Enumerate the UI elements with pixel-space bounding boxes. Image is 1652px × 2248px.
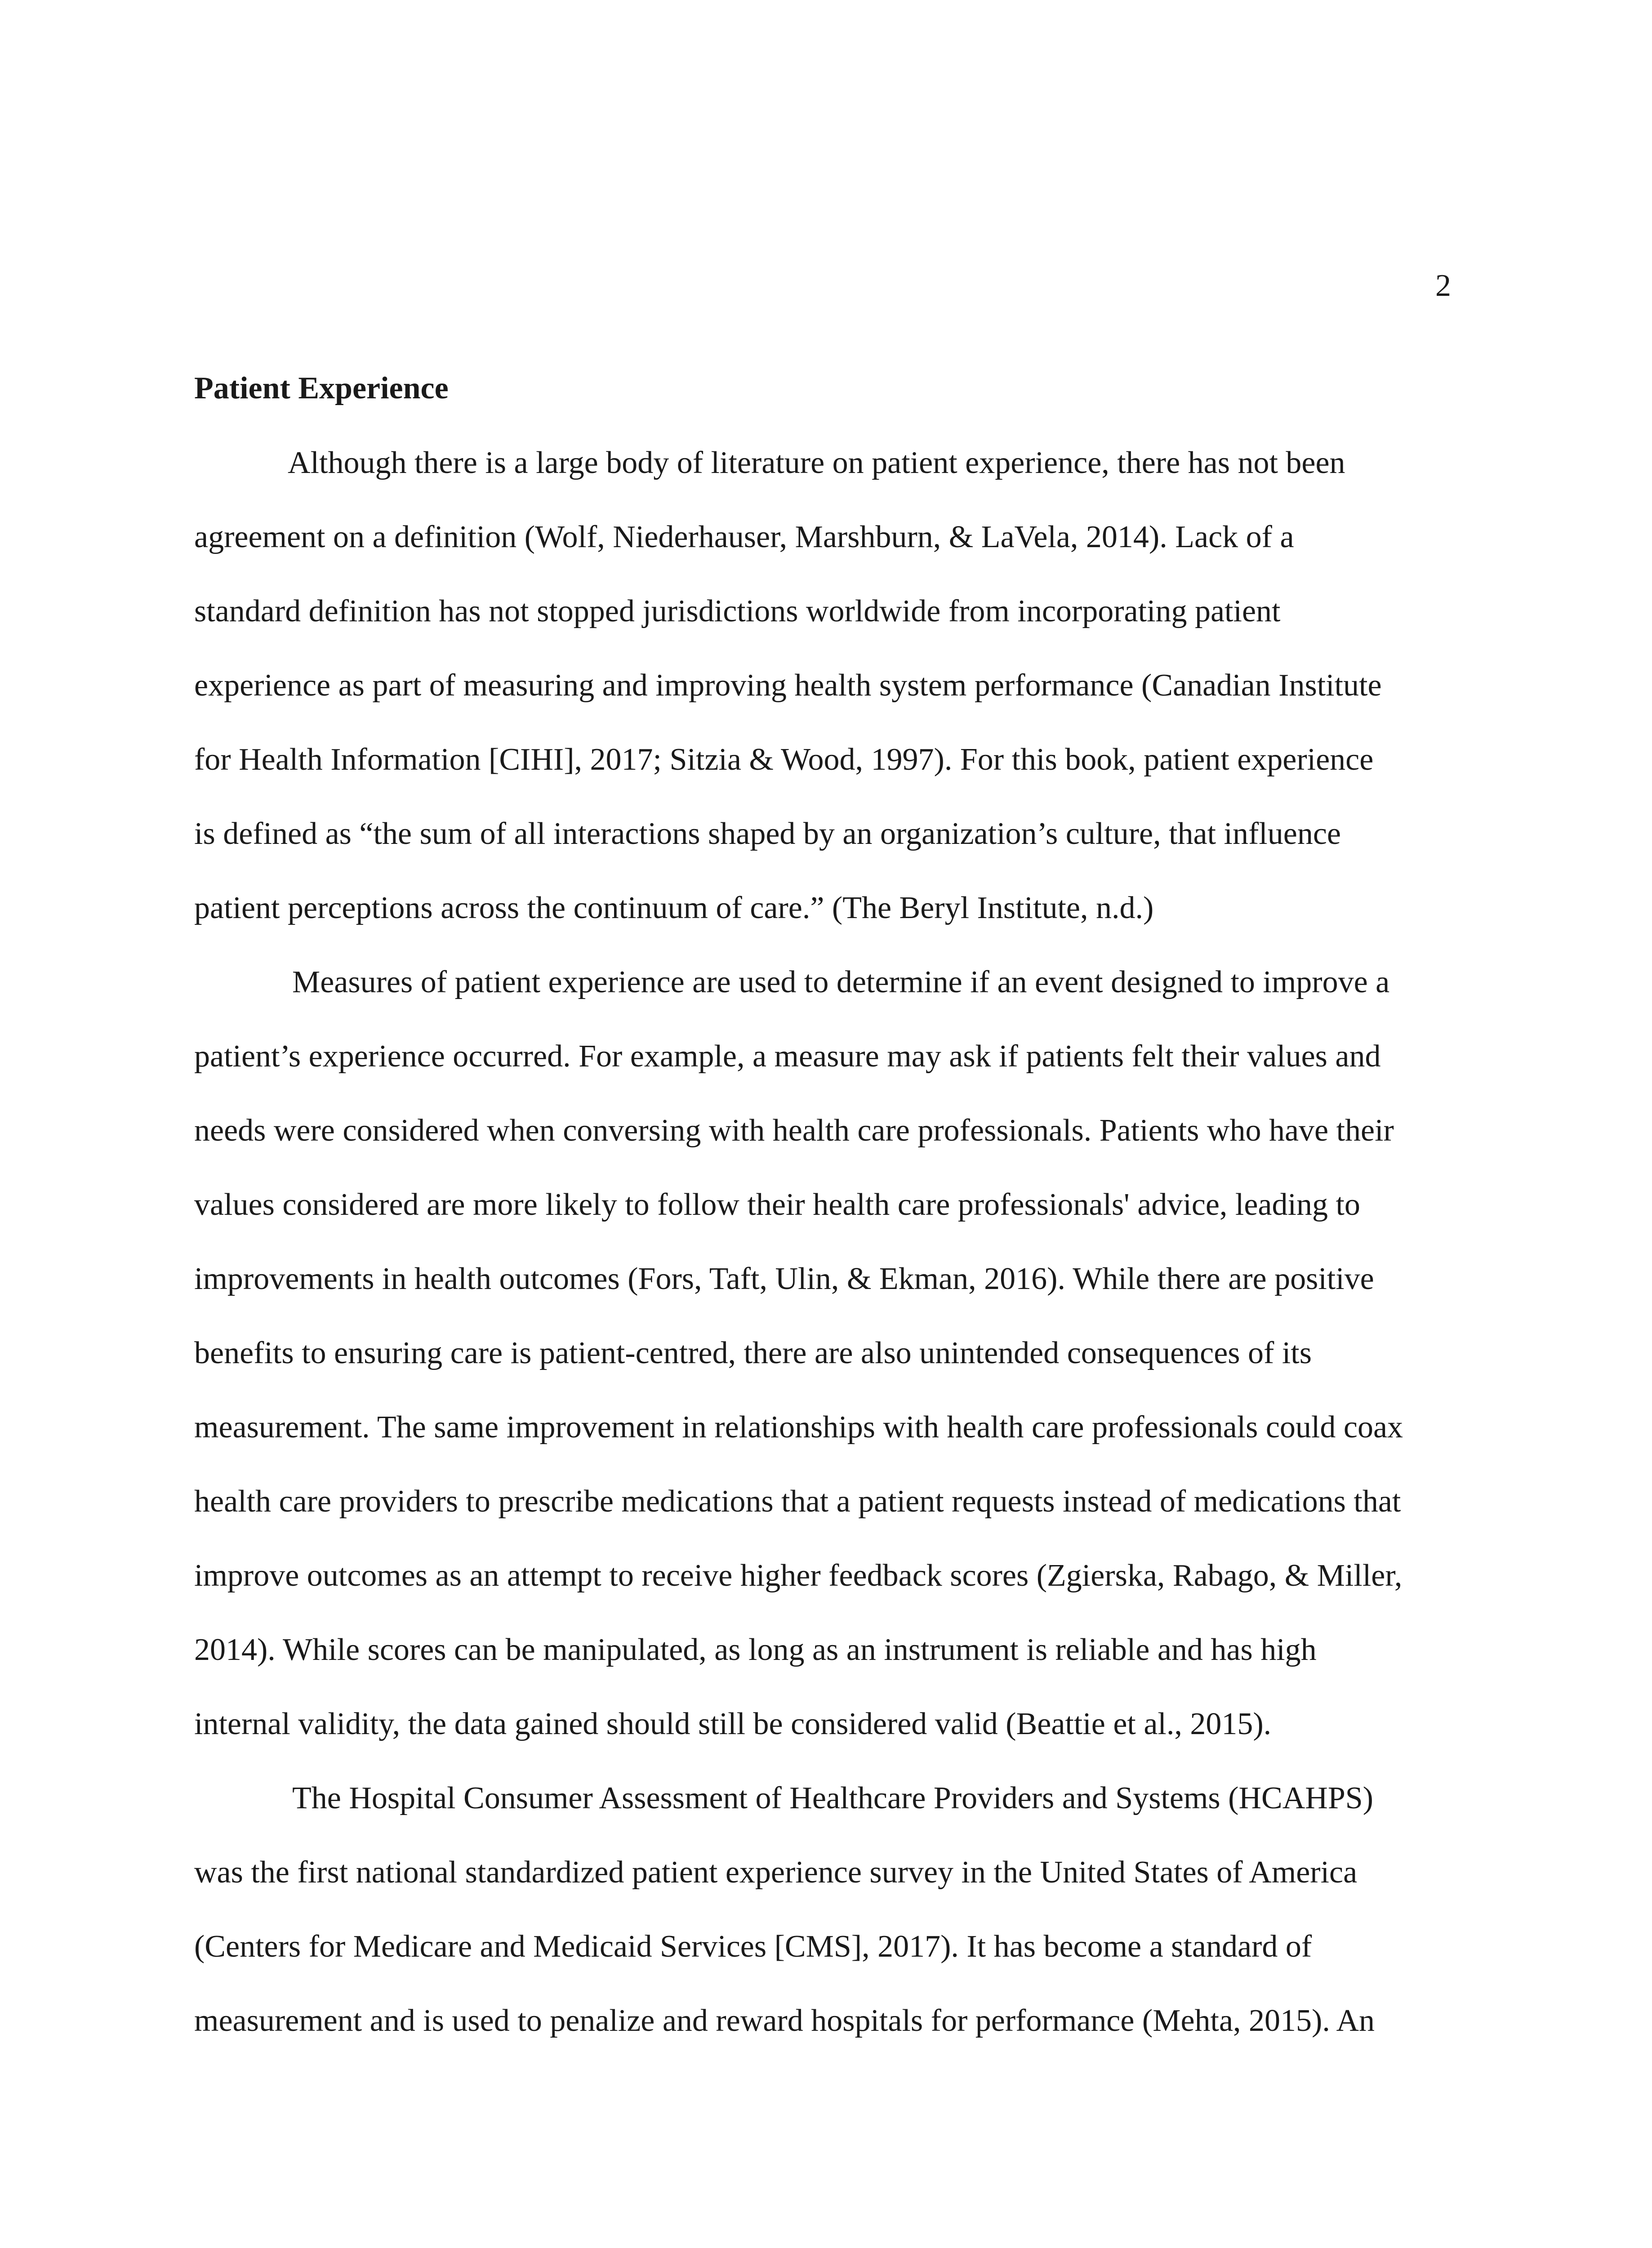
text-line: 2014). While scores can be manipulated, as long as an instrument is reliable and has high [194, 1632, 1317, 1667]
text-line: values considered are more likely to follow their health care professionals' advice, leading to [194, 1187, 1360, 1222]
text-line: is defined as “the sum of all interactions shaped by an organization’s culture, that influence [194, 816, 1341, 851]
text-line: Although there is a large body of literature on patient experience, there has not been [288, 446, 1345, 480]
text-line: Measures of patient experience are used to determine if an event designed to improve a [292, 965, 1390, 999]
text-line: improve outcomes as an attempt to receive higher feedback scores (Zgierska, Rabago, & Miller, [194, 1558, 1403, 1593]
text-line: improvements in health outcomes (Fors, Taft, Ulin, & Ekman, 2016). While there are positive [194, 1262, 1374, 1296]
text-line: for Health Information [CIHI], 2017; Sitzia & Wood, 1997). For this book, patient experience [194, 742, 1374, 777]
text-line: standard definition has not stopped jurisdictions worldwide from incorporating patient [194, 594, 1281, 629]
text-line: benefits to ensuring care is patient-centred, there are also unintended consequences of its [194, 1336, 1312, 1370]
section-heading: Patient Experience [194, 371, 449, 406]
text-line: was the first national standardized patient experience survey in the United States of America [194, 1855, 1358, 1890]
text-line: patient perceptions across the continuum of care.” (The Beryl Institute, n.d.) [194, 891, 1154, 925]
text-line: The Hospital Consumer Assessment of Healthcare Providers and Systems (HCAHPS) [292, 1781, 1373, 1815]
text-line: agreement on a definition (Wolf, Niederhauser, Marshburn, & LaVela, 2014). Lack of a [194, 520, 1294, 554]
text-line: (Centers for Medicare and Medicaid Services [CMS], 2017). It has become a standard of [194, 1929, 1312, 1964]
text-line: health care providers to prescribe medications that a patient requests instead of medications that [194, 1484, 1401, 1519]
text-line: needs were considered when conversing with health care professionals. Patients who have their [194, 1113, 1394, 1148]
page-number: 2 [1435, 268, 1451, 303]
text-line: patient’s experience occurred. For example, a measure may ask if patients felt their values and [194, 1039, 1381, 1074]
text-line: experience as part of measuring and improving health system performance (Canadian Institute [194, 668, 1382, 703]
text-line: measurement. The same improvement in relationships with health care professionals could coax [194, 1410, 1403, 1445]
text-line: measurement and is used to penalize and reward hospitals for performance (Mehta, 2015). An [194, 2003, 1375, 2038]
text-line: internal validity, the data gained should still be considered valid (Beattie et al., 2015). [194, 1707, 1272, 1741]
